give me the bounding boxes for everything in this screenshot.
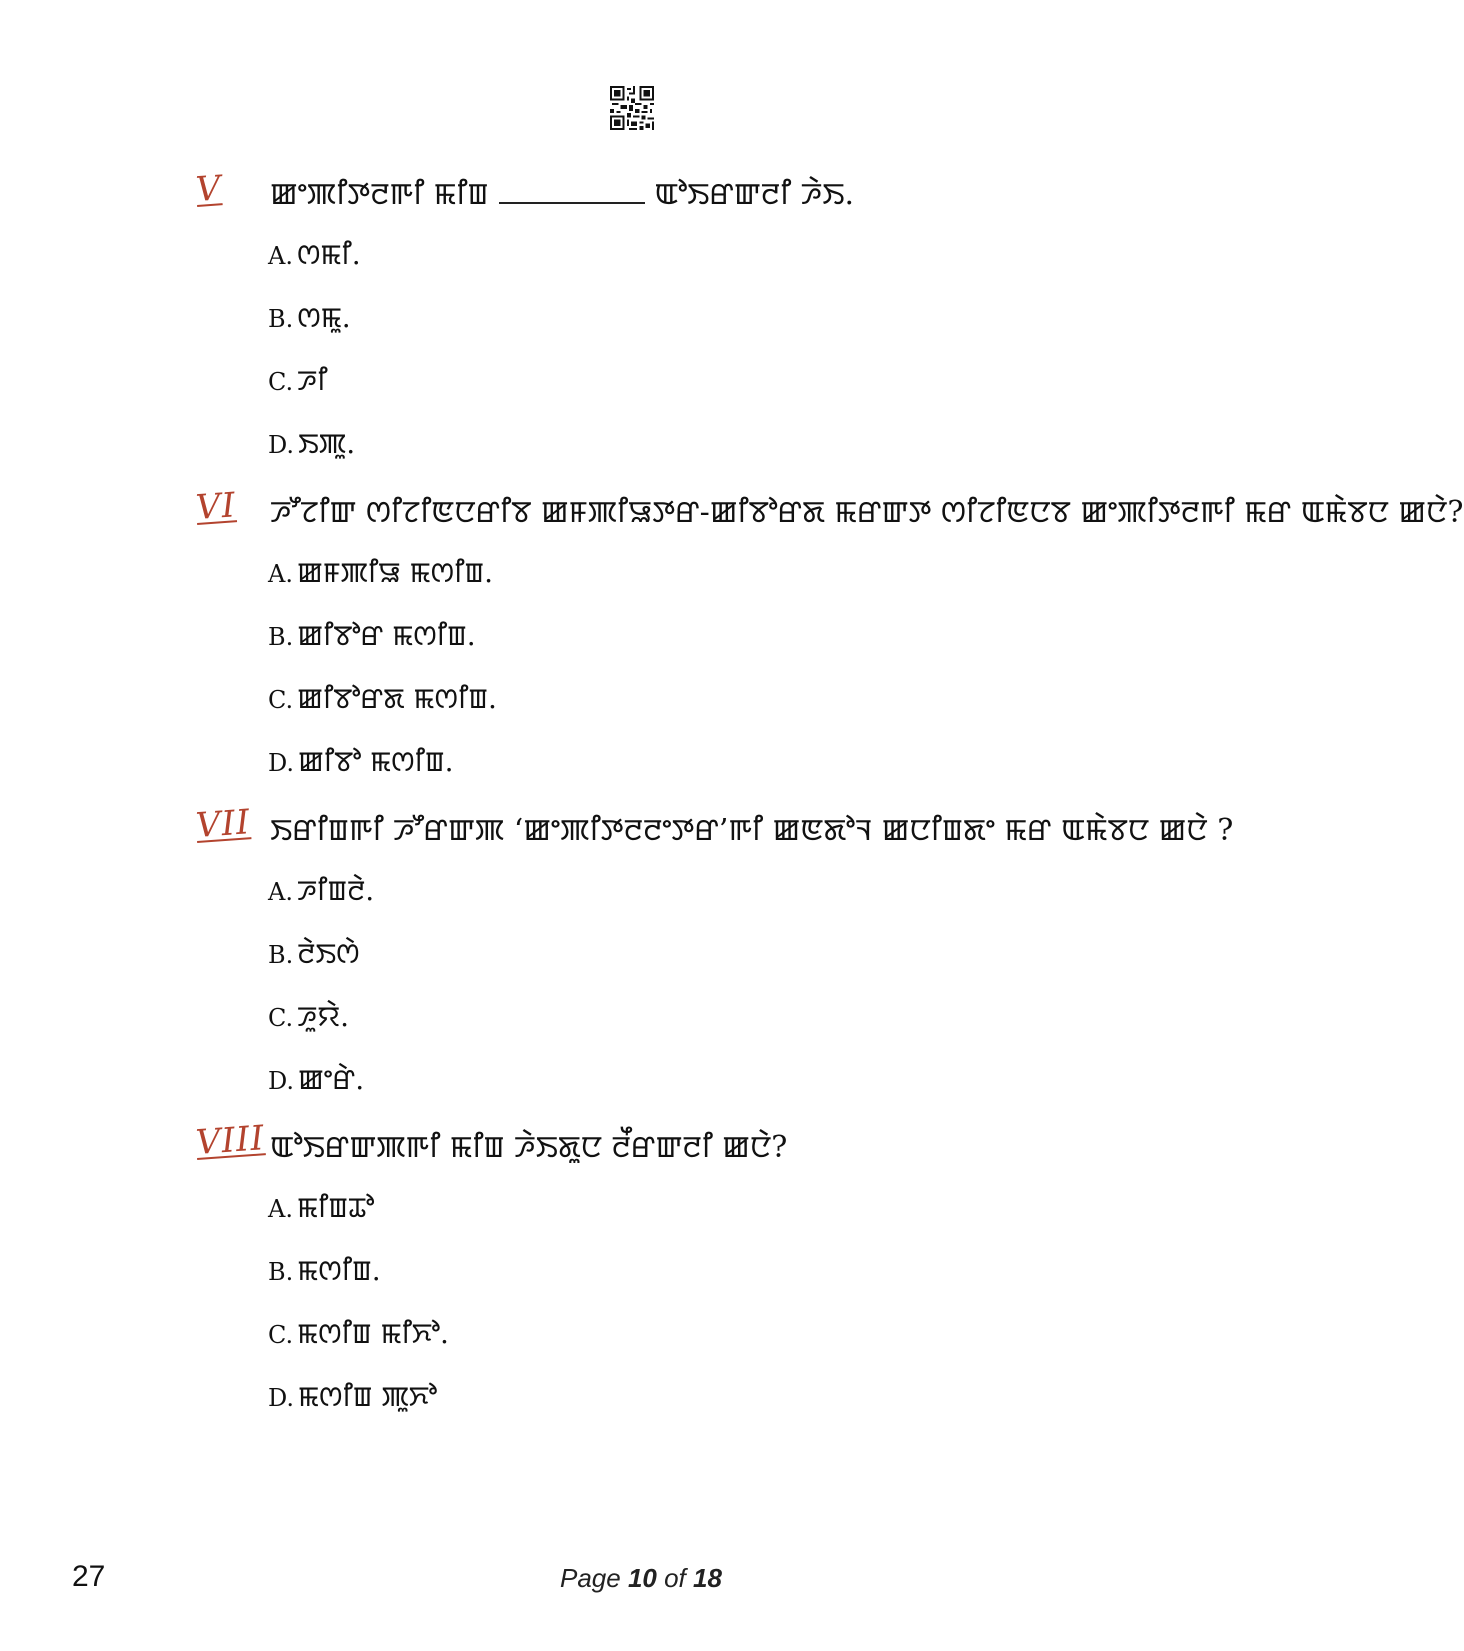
- option-label: C.: [268, 686, 294, 714]
- option-c: [268, 360, 328, 399]
- question-text: ꯏꯔꯤꯡꯒꯤ ꯍꯧꯔꯛꯄ ‘ꯀꯦꯄꯤꯇꯂꯂꯦꯇꯔ’ꯒꯤ ꯀꯟꯗꯣꯜ ꯀꯅꯤꯡꯗꯦ ꯃꯔ ꯑꯃꯥꯕꯅ ꯀꯅꯥ ?: [270, 813, 1234, 848]
- option-text: ꯀꯝꯄꯤꯎ ꯃꯁꯤꯡ.: [296, 556, 494, 589]
- option-a: [268, 1187, 374, 1226]
- option-text: ꯂꯥꯏꯁꯥ: [297, 937, 360, 970]
- option-text: ꯀꯦꯔꯥ.: [298, 1063, 365, 1096]
- question-text: ꯑꯣꯏꯔꯛꯄꯒꯤ ꯃꯤꯡ ꯍꯥꯏꯗꯨꯅ ꯂꯩꯔꯛꯂꯤ ꯀꯅꯥ?: [270, 1130, 788, 1165]
- option-c: [268, 1313, 449, 1352]
- option-a: [268, 234, 361, 273]
- option-label: D.: [268, 431, 295, 459]
- option-text: ꯀꯤꯕꯣꯔꯗ ꯃꯁꯤꯡ.: [297, 682, 497, 715]
- option-d: [268, 423, 355, 462]
- option-b: [268, 933, 360, 972]
- option-label: D.: [268, 749, 295, 777]
- option-label: D.: [268, 1067, 295, 1095]
- option-label: A.: [268, 242, 293, 270]
- option-label: A.: [268, 878, 293, 906]
- qr-code-icon: [610, 86, 654, 130]
- page-prefix: Page: [560, 1563, 628, 1593]
- question-number: VIII: [194, 1118, 267, 1163]
- option-label: C.: [268, 1004, 294, 1032]
- option-text: ꯃꯁꯤꯡ ꯄꯨꯈꯣ: [298, 1380, 438, 1413]
- option-b: [268, 297, 351, 336]
- option-label: B.: [268, 1258, 294, 1286]
- page-total: 18: [693, 1563, 722, 1593]
- option-text: ꯁꯃꯤ.: [296, 238, 361, 271]
- option-label: A.: [268, 1195, 293, 1223]
- question-number: VI: [194, 485, 238, 528]
- option-text: ꯏꯄꯨ.: [298, 427, 356, 460]
- option-label: C.: [268, 1321, 294, 1349]
- option-a: [268, 552, 493, 591]
- option-label: B.: [268, 623, 294, 651]
- option-text: ꯃꯤꯡꯊꯣ: [296, 1191, 375, 1224]
- option-text: ꯁꯃꯨ.: [297, 301, 351, 334]
- option-label: B.: [268, 941, 294, 969]
- option-b: [268, 1250, 381, 1289]
- question-text: [270, 172, 854, 214]
- option-label: A.: [268, 560, 293, 588]
- option-c: [268, 678, 497, 717]
- option-text: ꯍꯤ: [297, 364, 328, 397]
- option-text: ꯃꯁꯤꯡ.: [297, 1254, 381, 1287]
- option-text: ꯍꯨꯌꯥ.: [297, 1000, 349, 1033]
- option-a: [268, 870, 374, 909]
- question-text-after-blank: ꯑꯣꯏꯔꯛꯂꯤ ꯍꯥꯏ.: [654, 177, 854, 212]
- page-of: of: [656, 1563, 694, 1593]
- option-b: [268, 615, 476, 654]
- option-d: [268, 1376, 437, 1415]
- page-indicator: [560, 1563, 722, 1594]
- question-number: VII: [194, 802, 252, 846]
- option-text: ꯃꯁꯤꯡ ꯃꯤꯈꯣ.: [297, 1317, 449, 1350]
- page-current: 10: [627, 1563, 657, 1593]
- document-number: 27: [72, 1560, 106, 1593]
- question-text: ꯍꯧꯖꯤꯛ ꯁꯤꯖꯤꯟꯅꯔꯤꯕ ꯀꯝꯄꯤꯎꯇꯔ-ꯀꯤꯕꯣꯔꯗ ꯃꯔꯛꯇ ꯁꯤꯖꯤꯟꯅꯕ ꯀꯦꯄꯤꯇꯂꯒꯤ ꯃꯔ ꯑꯃꯥꯕꯅ ꯀꯅꯥ?: [270, 495, 1464, 530]
- answer-blank: [499, 198, 645, 204]
- option-label: C.: [268, 368, 294, 396]
- question-number: V: [194, 168, 223, 210]
- option-label: D.: [268, 1384, 295, 1412]
- option-d: [268, 741, 454, 780]
- option-text: ꯀꯤꯕꯣꯔ ꯃꯁꯤꯡ.: [297, 619, 476, 652]
- option-label: B.: [268, 305, 294, 333]
- question-text-before-blank: ꯀꯦꯄꯤꯇꯂꯒꯤ ꯃꯤꯡ: [270, 177, 489, 212]
- option-text: ꯍꯤꯡꯂꯥ.: [296, 874, 375, 907]
- option-d: [268, 1059, 364, 1098]
- option-c: [268, 996, 349, 1035]
- option-text: ꯀꯤꯕꯣ ꯃꯁꯤꯡ.: [298, 745, 454, 778]
